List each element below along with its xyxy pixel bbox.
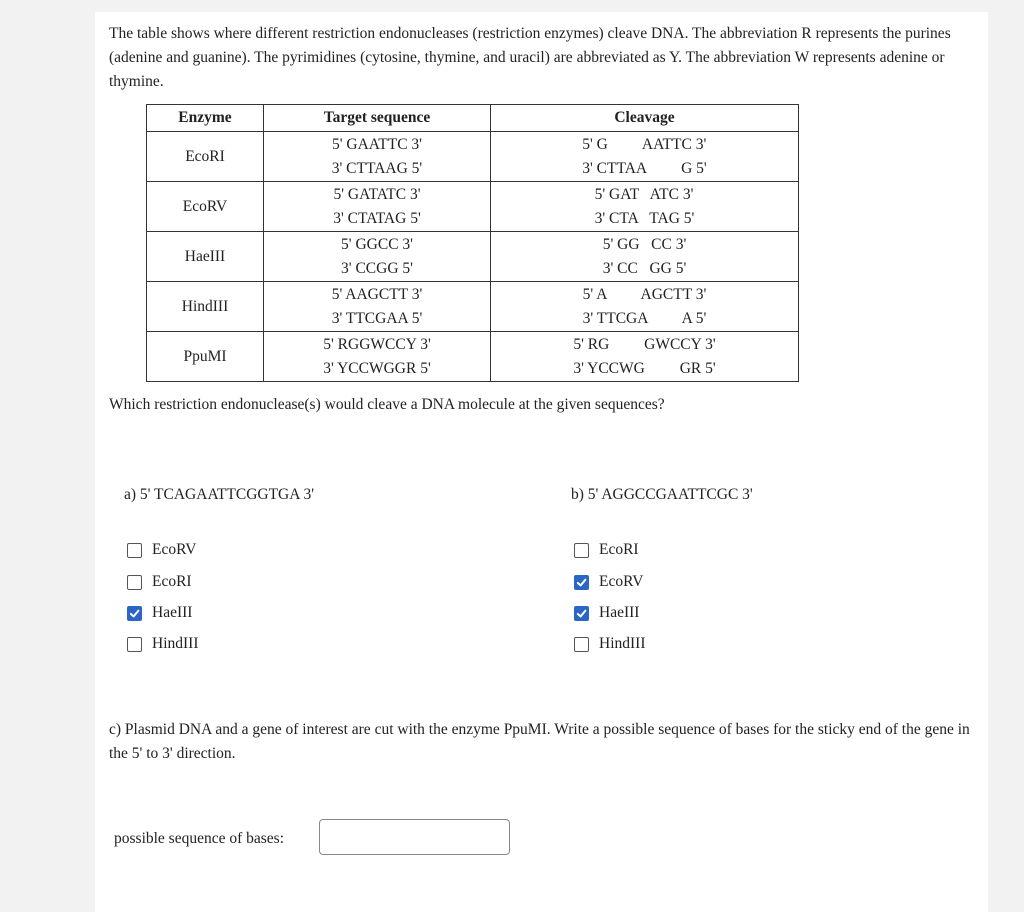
- option-label: EcoRV: [599, 573, 644, 590]
- header-cleavage: Cleavage: [491, 105, 799, 132]
- cleavage-cell: [491, 232, 799, 282]
- enzyme-cell: EcoRV: [147, 182, 264, 232]
- part-c-text: c) Plasmid DNA and a gene of interest are cut with the enzyme PpuMI. Write a possible sequence of bases for the sticky end of the gene in the 5' to 3' direction.: [109, 721, 970, 762]
- checkbox[interactable]: [574, 637, 589, 652]
- cleave-bottom: 3' CTTAA G 5': [582, 159, 707, 177]
- checkmark-icon: [576, 608, 587, 619]
- option-label: EcoRI: [599, 541, 639, 558]
- checkbox[interactable]: [574, 575, 589, 590]
- part-a-option[interactable]: [127, 572, 192, 592]
- target-top: 5' GATATC 3': [333, 185, 421, 203]
- target-top: 5' RGGWCCY 3': [323, 335, 431, 353]
- table-header-row: [147, 105, 799, 132]
- target-cell: [264, 282, 491, 332]
- target-top: 5' AAGCTT 3': [331, 285, 423, 303]
- enzyme-cell: PpuMI: [147, 332, 264, 382]
- cleave-bottom: 3' CC GG 5': [602, 259, 687, 277]
- header-enzyme: Enzyme: [147, 105, 264, 132]
- table-row: [147, 232, 799, 282]
- option-label: EcoRI: [152, 573, 192, 590]
- checkbox[interactable]: [127, 637, 142, 652]
- header-target: Target sequence: [264, 105, 491, 132]
- cleave-bottom: 3' TTCGA A 5': [582, 309, 707, 327]
- cleave-top: 5' GG CC 3': [602, 235, 687, 253]
- checkbox[interactable]: [127, 575, 142, 590]
- target-cell: [264, 182, 491, 232]
- enzyme-cell: EcoRI: [147, 132, 264, 182]
- checkbox[interactable]: [574, 606, 589, 621]
- checkbox[interactable]: [127, 543, 142, 558]
- target-top: 5' GGCC 3': [341, 235, 413, 253]
- target-cell: [264, 232, 491, 282]
- enzyme-cell: HaeIII: [147, 232, 264, 282]
- option-label: HindIII: [152, 635, 199, 652]
- target-bottom: 3' CCGG 5': [341, 259, 413, 277]
- part-b-option[interactable]: [574, 634, 646, 654]
- table-row: [147, 282, 799, 332]
- cleave-top: 5' A AGCTT 3': [582, 285, 707, 303]
- checkmark-icon: [576, 577, 587, 588]
- part-a-option[interactable]: [127, 540, 196, 560]
- part-a-option[interactable]: [127, 603, 192, 623]
- cleave-bottom: 3' YCCWG GR 5': [573, 359, 716, 377]
- target-cell: [264, 132, 491, 182]
- option-label: HindIII: [599, 635, 646, 652]
- answer-label: possible sequence of bases:: [114, 830, 285, 847]
- option-label: HaeIII: [152, 604, 193, 621]
- target-bottom: 3' CTATAG 5': [333, 209, 421, 227]
- answer-input[interactable]: [319, 819, 510, 855]
- option-label: HaeIII: [599, 604, 640, 621]
- table-row: [147, 332, 799, 382]
- cleavage-cell: [491, 132, 799, 182]
- checkmark-icon: [129, 608, 140, 619]
- enzyme-table: [146, 104, 799, 382]
- checkbox[interactable]: [127, 606, 142, 621]
- table-row: [147, 132, 799, 182]
- target-bottom: 3' CTTAAG 5': [331, 159, 423, 177]
- question-text: Which restriction endonuclease(s) would cleave a DNA molecule at the given sequences?: [109, 396, 665, 413]
- part-a-sequence: a) 5' TCAGAATTCGGTGA 3': [124, 486, 314, 503]
- enzyme-cell: HindIII: [147, 282, 264, 332]
- target-top: 5' GAATTC 3': [332, 135, 422, 153]
- cleave-top: 5' RG GWCCY 3': [573, 335, 716, 353]
- cleave-top: 5' GAT ATC 3': [594, 185, 694, 203]
- table-row: [147, 182, 799, 232]
- part-b-sequence: b) 5' AGGCCGAATTCGC 3': [571, 486, 753, 503]
- cleavage-cell: [491, 282, 799, 332]
- cleave-bottom: 3' CTA TAG 5': [594, 209, 695, 227]
- cleave-top: 5' G AATTC 3': [582, 135, 707, 153]
- intro-text: The table shows where different restriction endonucleases (restriction enzymes) cleave DNA. The abbreviation R represents the purines (adenine and guanine). The pyrimidines (cytosine, thymine, and uracil) are abbreviated as Y. The abbreviation W represents adenine or thymine.: [109, 25, 951, 90]
- target-bottom: 3' YCCWGGR 5': [323, 359, 431, 377]
- cleavage-cell: [491, 332, 799, 382]
- part-b-option[interactable]: [574, 540, 639, 560]
- part-a-option[interactable]: [127, 634, 199, 654]
- checkbox[interactable]: [574, 543, 589, 558]
- cleavage-cell: [491, 182, 799, 232]
- target-cell: [264, 332, 491, 382]
- part-b-option[interactable]: [574, 572, 643, 592]
- target-bottom: 3' TTCGAA 5': [331, 309, 423, 327]
- part-b-option[interactable]: [574, 603, 639, 623]
- option-label: EcoRV: [152, 541, 197, 558]
